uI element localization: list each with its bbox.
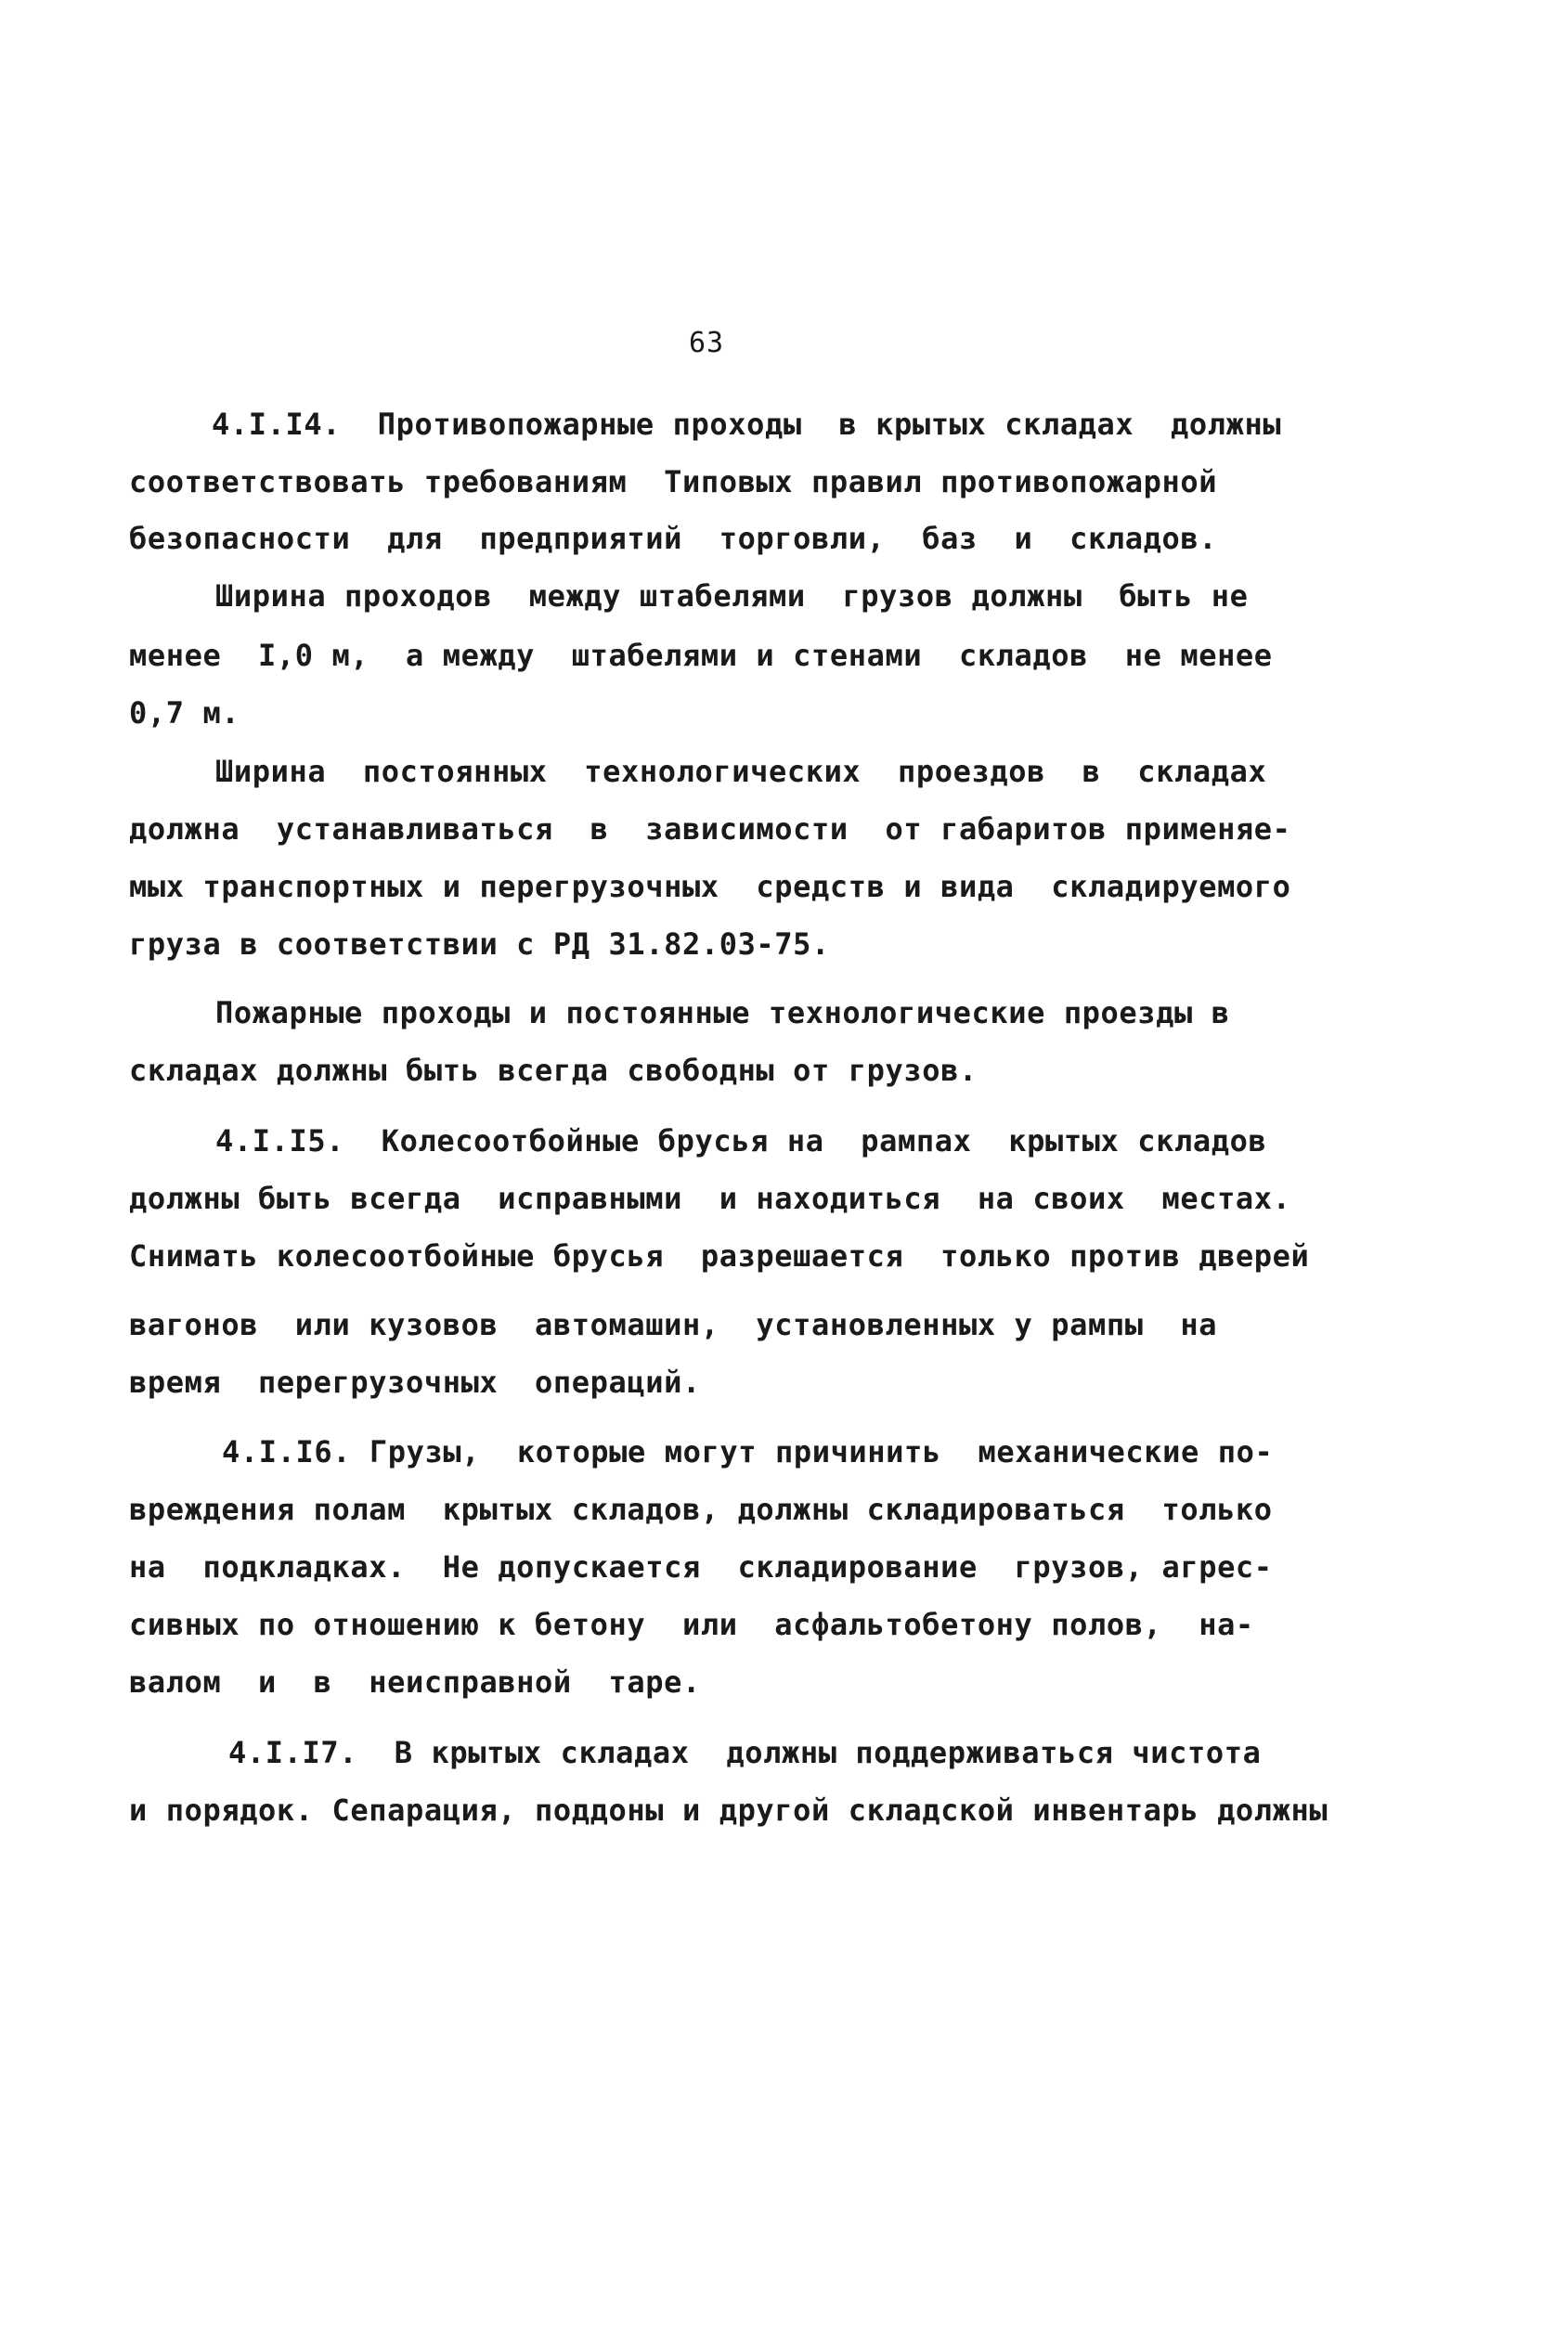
text-line: валом и в неисправной таре. [129,1664,701,1700]
text-line: соответствовать требованиям Типовых правил противопожарной [129,464,1218,499]
page-number: 63 [689,327,725,359]
text-line: Ширина проходов между штабелями грузов должны быть не [215,578,1249,614]
text-line: должны быть всегда исправными и находиться на своих местах. [129,1181,1291,1216]
text-line: должна устанавливаться в зависимости от габаритов применяе- [129,811,1291,847]
text-line: Пожарные проходы и постоянные технологические проезды в [215,995,1230,1030]
text-line: Ширина постоянных технологических проездов в складах [215,754,1267,789]
text-line: груза в соответствии с РД 31.82.03-75. [129,926,830,962]
text-line: Снимать колесоотбойные брусья разрешается только против дверей [129,1238,1310,1274]
text-line: вреждения полам крытых складов, должны складироваться только [129,1492,1273,1527]
text-line: 0,7 м. [129,695,240,731]
text-line: безопасности для предприятий торговли, баз и складов. [129,521,1218,556]
text-line: менее I,0 м, а между штабелями и стенами складов не менее [129,638,1273,673]
text-line: 4.I.I4. Противопожарные проходы в крытых складах должны [212,407,1282,442]
text-line: 4.I.I7. В крытых складах должны поддерживаться чистота [228,1735,1262,1770]
text-line: и порядок. Сепарация, поддоны и другой складской инвентарь должны [129,1793,1328,1828]
text-line: время перегрузочных операций. [129,1365,701,1400]
text-line: 4.I.I5. Колесоотбойные брусья на рампах крытых складов [215,1123,1267,1159]
text-line: мых транспортных и перегрузочных средств и вида складируемого [129,869,1291,904]
text-line: на подкладках. Не допускается складирование грузов, агрес- [129,1549,1273,1585]
text-line: 4.I.I6. Грузы, которые могут причинить механические по- [222,1434,1274,1469]
text-line: вагонов или кузовов автомашин, установленных у рампы на [129,1307,1218,1342]
text-line: сивных по отношению к бетону или асфальтобетону полов, на- [129,1607,1254,1642]
text-line: складах должны быть всегда свободны от грузов. [129,1053,978,1088]
